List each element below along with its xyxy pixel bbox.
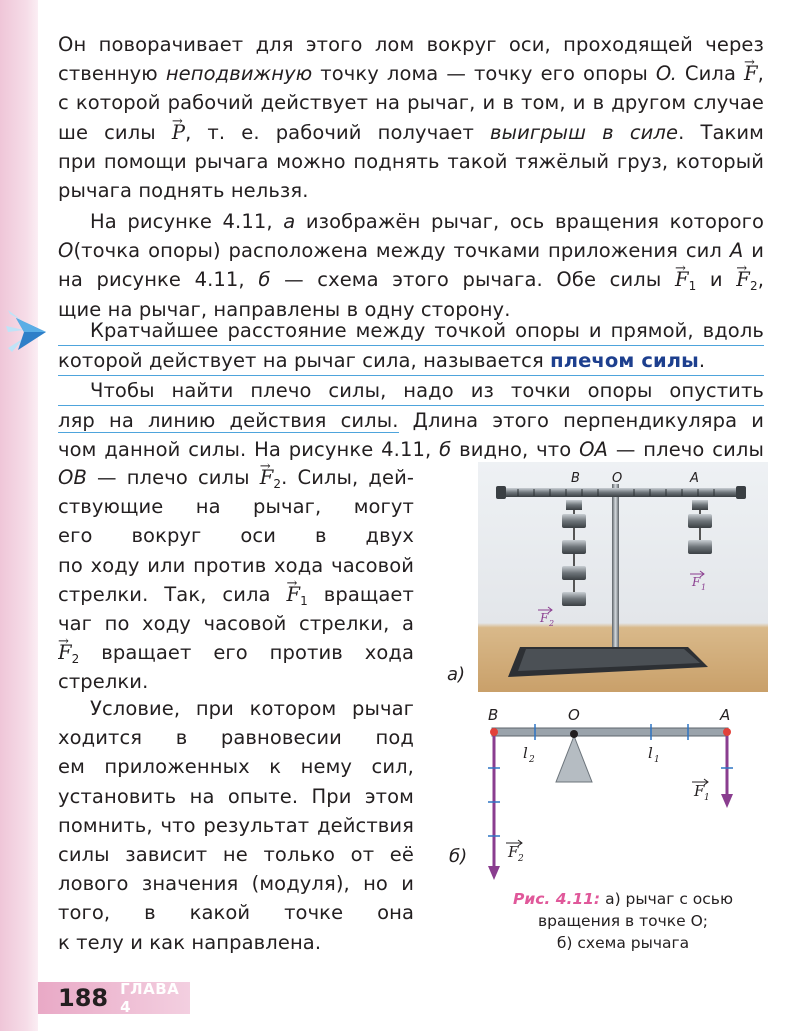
text-line: на рисунке 4.11, б — схема этого рычага. Обе силы → $F_1$ $и \to F_2$,: [58, 265, 764, 294]
label-A: A: [690, 471, 699, 486]
figure-lever-schematic: [478, 702, 768, 887]
text-line: → $F_2$ вращает его против хода: [58, 638, 414, 667]
vector-P: → P: [172, 121, 185, 144]
figure-lever-photo: [478, 462, 768, 692]
paragraph-lever-arm-cont: [58, 463, 414, 697]
page-number: 188: [58, 984, 109, 1012]
paragraph-figure-description: [58, 207, 764, 324]
definition-line: которой действует на рычаг сила, называется плечом силы.: [58, 346, 764, 376]
text-line: ляр на линию действия силы. Длина этого перпендикуляра и: [58, 409, 764, 433]
label-F2: F: [540, 611, 549, 625]
text-line: OB — плечо силы → $F_2$. Силы, дей-: [58, 463, 414, 492]
text-line: щие на рычаг, направлены в одну сторону.: [58, 297, 511, 321]
paragraph-lever-intro: [58, 30, 764, 205]
text-line: помнить, что результат действия: [58, 813, 414, 837]
svg-text:1: 1: [654, 755, 660, 765]
text-line: того, в какой точке она: [58, 901, 414, 925]
svg-text:2: 2: [549, 619, 555, 628]
stand-rod: [612, 484, 619, 664]
svg-text:1: 1: [704, 793, 710, 803]
text-line: рычага поднять нельзя.: [58, 178, 309, 202]
text-line: по ходу или против хода часовой: [58, 553, 414, 577]
page-margin-strip: [0, 0, 38, 1031]
label-F2-schematic: F: [508, 843, 519, 861]
panel-label-b: б): [449, 846, 468, 867]
text-line: чаг по ходу часовой стрелки, а: [58, 611, 414, 635]
text-line: установить на опыте. При этом: [58, 784, 414, 808]
caption-title: Рис. 4.11:: [513, 890, 601, 908]
label-l1: l: [648, 744, 653, 762]
text-line: силы зависит не только от её: [58, 842, 414, 866]
text-line: ем приложенных к нему сил,: [58, 755, 414, 779]
lever-bar: [502, 488, 740, 497]
definition-arrow-icon: [2, 300, 52, 360]
point-A: [723, 728, 731, 736]
definition-line: Кратчайшее расстояние между точкой опоры и прямой, вдоль: [58, 316, 764, 346]
text-line: стрелки. Так, сила → $F_1$ вращает: [58, 580, 414, 609]
label-B: B: [571, 471, 580, 486]
lever-bar-schematic: [492, 728, 728, 736]
text-line: при помощи рычага можно поднять такой тяжёлый груз, который: [58, 149, 764, 173]
text-line: ходится в равновесии под: [58, 726, 414, 750]
paragraph-equilibrium: [58, 694, 414, 957]
label-O-schematic: O: [568, 706, 580, 724]
svg-text:2: 2: [529, 755, 535, 765]
text-line: ствующие на рычаг, могут: [58, 495, 414, 519]
label-l2: l: [523, 744, 528, 762]
fulcrum-triangle: [556, 736, 592, 782]
text-line: Чтобы найти плечо силы, надо из точки опоры опустить: [58, 376, 764, 406]
text-line: стрелки.: [58, 670, 149, 694]
pivot-point: [570, 730, 578, 738]
vector-F: → F: [744, 62, 758, 85]
caption-line: б) схема рычага: [556, 934, 690, 952]
definition-block: [58, 316, 764, 376]
text-line: Он поворачивает для этого лом вокруг оси, проходящей через: [58, 33, 764, 56]
point-B: [490, 728, 498, 736]
label-F1: F: [692, 575, 701, 589]
text-line: лового значения (модуля), но и: [58, 872, 414, 896]
svg-text:1: 1: [701, 583, 707, 592]
label-B-schematic: B: [488, 706, 499, 724]
caption-line: вращения в точке O;: [537, 912, 709, 930]
text-line: к телу и как направлена.: [58, 930, 322, 954]
text-line: его вокруг оси в двух: [58, 524, 414, 548]
figure-caption: [478, 888, 768, 954]
label-F1-schematic: F: [694, 782, 705, 800]
svg-text:2: 2: [518, 854, 524, 864]
text-line: На рисунке 4.11, а изображён рычаг, ось вращения которого: [90, 210, 764, 233]
paragraph-lever-arm: [58, 376, 764, 465]
label-A-schematic: A: [720, 706, 731, 724]
term-lever-arm: плечом силы: [550, 349, 699, 373]
text-line: Условие, при котором рычаг: [90, 697, 414, 720]
caption-line: Рис. 4.11: а) рычаг с осью: [513, 890, 733, 908]
panel-label-a: а): [447, 664, 466, 685]
chapter-label: ГЛАВА 4: [120, 980, 180, 1016]
label-O: O: [612, 471, 623, 486]
text-line: ственную неподвижную точку лома — точку его опоры O. Сила → F,: [58, 59, 764, 88]
page-footer: [38, 982, 190, 1014]
text-line: с которой рабочий действует на рычаг, и в том, и в другом случае: [58, 91, 764, 115]
text-line: O(точка опоры) расположена между точками приложения сил A и: [58, 239, 764, 263]
text-line: чом данной силы. На рисунке 4.11, б видно, что OA — плечо силы: [58, 438, 764, 462]
text-line: ше силы → P, т. е. рабочий получает выигрыш в силе. Таким: [58, 118, 764, 147]
